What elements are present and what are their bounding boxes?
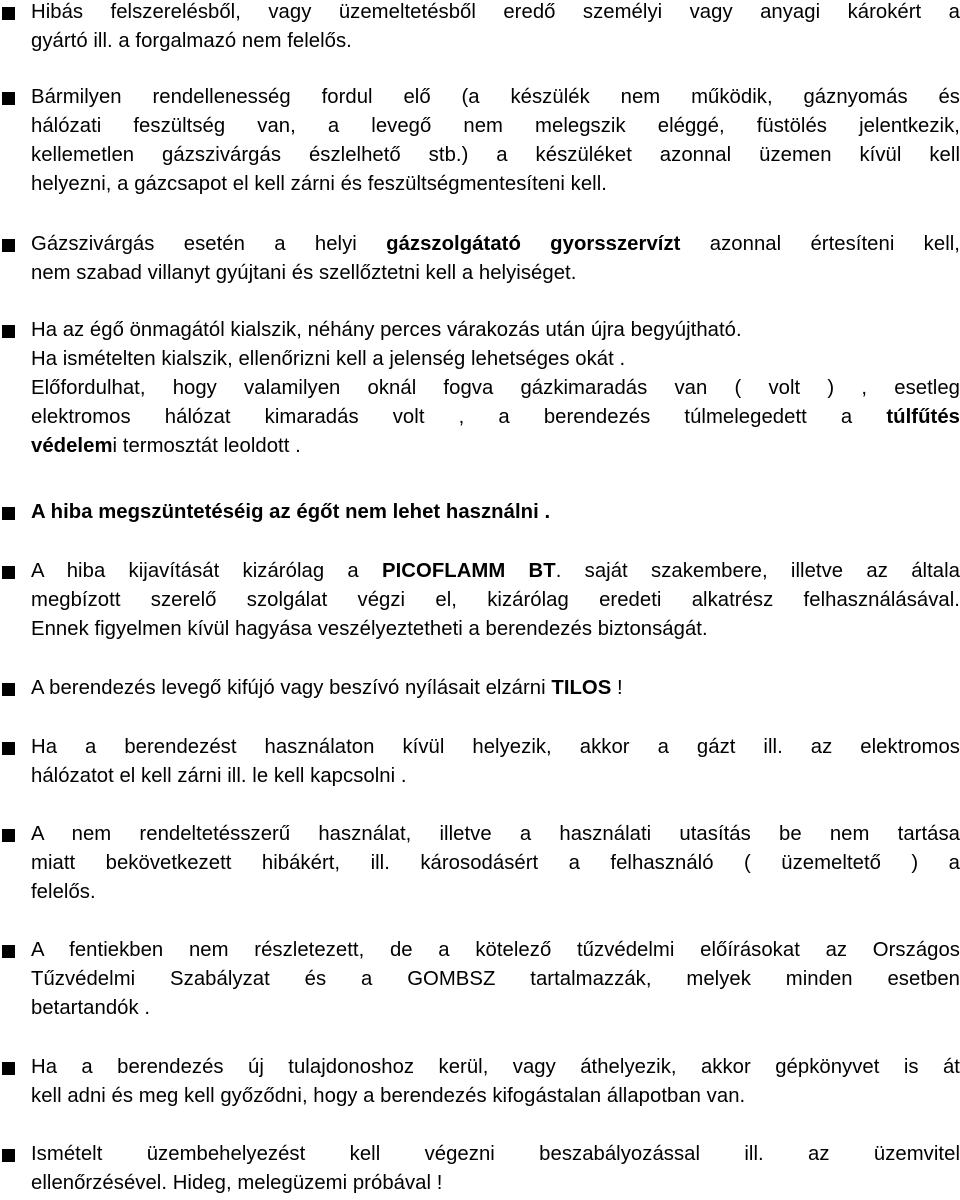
text-line: Bármilyen rendellenesség fordul elő (a készülék nem működik, gáznyomás és [31, 86, 960, 108]
square-bullet-icon [2, 566, 15, 579]
square-bullet-icon [2, 742, 15, 755]
text-line: nem szabad villanyt gyújtani és szellőztetni kell a helyiséget. [31, 262, 577, 284]
text-run: Gázszivárgás esetén a helyi [31, 233, 387, 255]
text-line: Ha az égő önmagától kialszik, néhány perces várakozás után újra begyújtható. [31, 319, 742, 341]
text-line: betartandók . [31, 997, 151, 1019]
text-line: Ha ismételten kialszik, ellenőrizni kell a jelenség lehetséges okát . [31, 348, 626, 370]
text-line [31, 557, 960, 586]
text-run: . saját szakembere, illetve az általa [555, 560, 960, 582]
square-bullet-icon [2, 829, 15, 842]
bold-text-run: túlfűtés [886, 406, 960, 428]
bold-text-run: TILOS [551, 677, 612, 699]
text-line: A fentiekben nem részletezett, de a kötelező tűzvédelmi előírásokat az Országos [31, 939, 960, 961]
text-line [31, 230, 960, 259]
text-run: azonnal értesíteni kell, [680, 233, 960, 255]
square-bullet-icon [2, 1062, 15, 1075]
text-line: Ha a berendezés új tulajdonoshoz kerül, vagy áthelyezik, akkor gépkönyvet is át [31, 1056, 960, 1078]
square-bullet-icon [2, 92, 15, 105]
square-bullet-icon [2, 1149, 15, 1162]
square-bullet-icon [2, 683, 15, 696]
text-line: Ha a berendezést használaton kívül helyezik, akkor a gázt ill. az elektromos [31, 736, 960, 758]
text-line: kellemetlen gázszivárgás észlelhető stb.) a készüléket azonnal üzemen kívül kell [31, 144, 960, 166]
text-line: hálózatot el kell zárni ill. le kell kapcsolni . [31, 765, 407, 787]
text-line: Előfordulhat, hogy valamilyen oknál fogva gázkimaradás van ( volt ) , esetleg [31, 377, 960, 399]
text-line: megbízott szerelő szolgálat végzi el, kizárólag eredeti alkatrész felhasználásával. [31, 589, 960, 611]
square-bullet-icon [2, 325, 15, 338]
text-line [31, 403, 960, 432]
text-line: miatt bekövetkezett hibákért, ill. károsodásért a felhasználó ( üzemeltető ) a [31, 852, 960, 874]
text-run: A berendezés levegő kifújó vagy beszívó nyílásait elzárni [31, 677, 552, 699]
square-bullet-icon [2, 7, 15, 20]
square-bullet-icon [2, 239, 15, 252]
text-line [31, 674, 623, 703]
square-bullet-icon [2, 507, 15, 520]
text-line [31, 432, 301, 461]
text-line: Tűzvédelmi Szabályzat és a GOMBSZ tartalmazzák, melyek minden esetben [31, 968, 960, 990]
text-line: helyezni, a gázcsapot el kell zárni és feszültségmentesíteni kell. [31, 173, 607, 195]
text-line: ellenőrzésével. Hideg, melegüzemi próbával ! [31, 1172, 443, 1194]
text-line: kell adni és meg kell győződni, hogy a berendezés kifogástalan állapotban van. [31, 1085, 746, 1107]
text-line: Ennek figyelmen kívül hagyása veszélyeztetheti a berendezés biztonságát. [31, 618, 708, 640]
text-line: Ismételt üzembehelyezést kell végezni beszabályozással ill. az üzemvitel [31, 1143, 960, 1165]
bold-text-run: védelem [31, 435, 113, 457]
text-line: gyártó ill. a forgalmazó nem felelős. [31, 30, 352, 52]
text-run: ! [611, 677, 623, 699]
bold-text-run: gázszolgátató gyorsszervízt [386, 233, 681, 255]
text-line: A nem rendeltetésszerű használat, illetve a használati utasítás be nem tartása [31, 823, 960, 845]
bold-text-run: A hiba megszüntetéséig az égőt nem lehet használni . [31, 501, 551, 523]
text-run: i termosztát leoldott . [112, 435, 301, 457]
text-line: Hibás felszerelésből, vagy üzemeltetésből eredő személyi vagy anyagi károkért a [31, 1, 960, 23]
text-line: felelős. [31, 881, 96, 903]
square-bullet-icon [2, 945, 15, 958]
text-line [31, 498, 550, 527]
text-line: hálózati feszültség van, a levegő nem melegszik eléggé, füstölés jelentkezik, [31, 115, 960, 137]
bold-text-run: PICOFLAMM BT [382, 560, 556, 582]
text-run: A hiba kijavítását kizárólag a [31, 560, 383, 582]
text-run: elektromos hálózat kimaradás volt , a berendezés túlmelegedett a [31, 406, 887, 428]
